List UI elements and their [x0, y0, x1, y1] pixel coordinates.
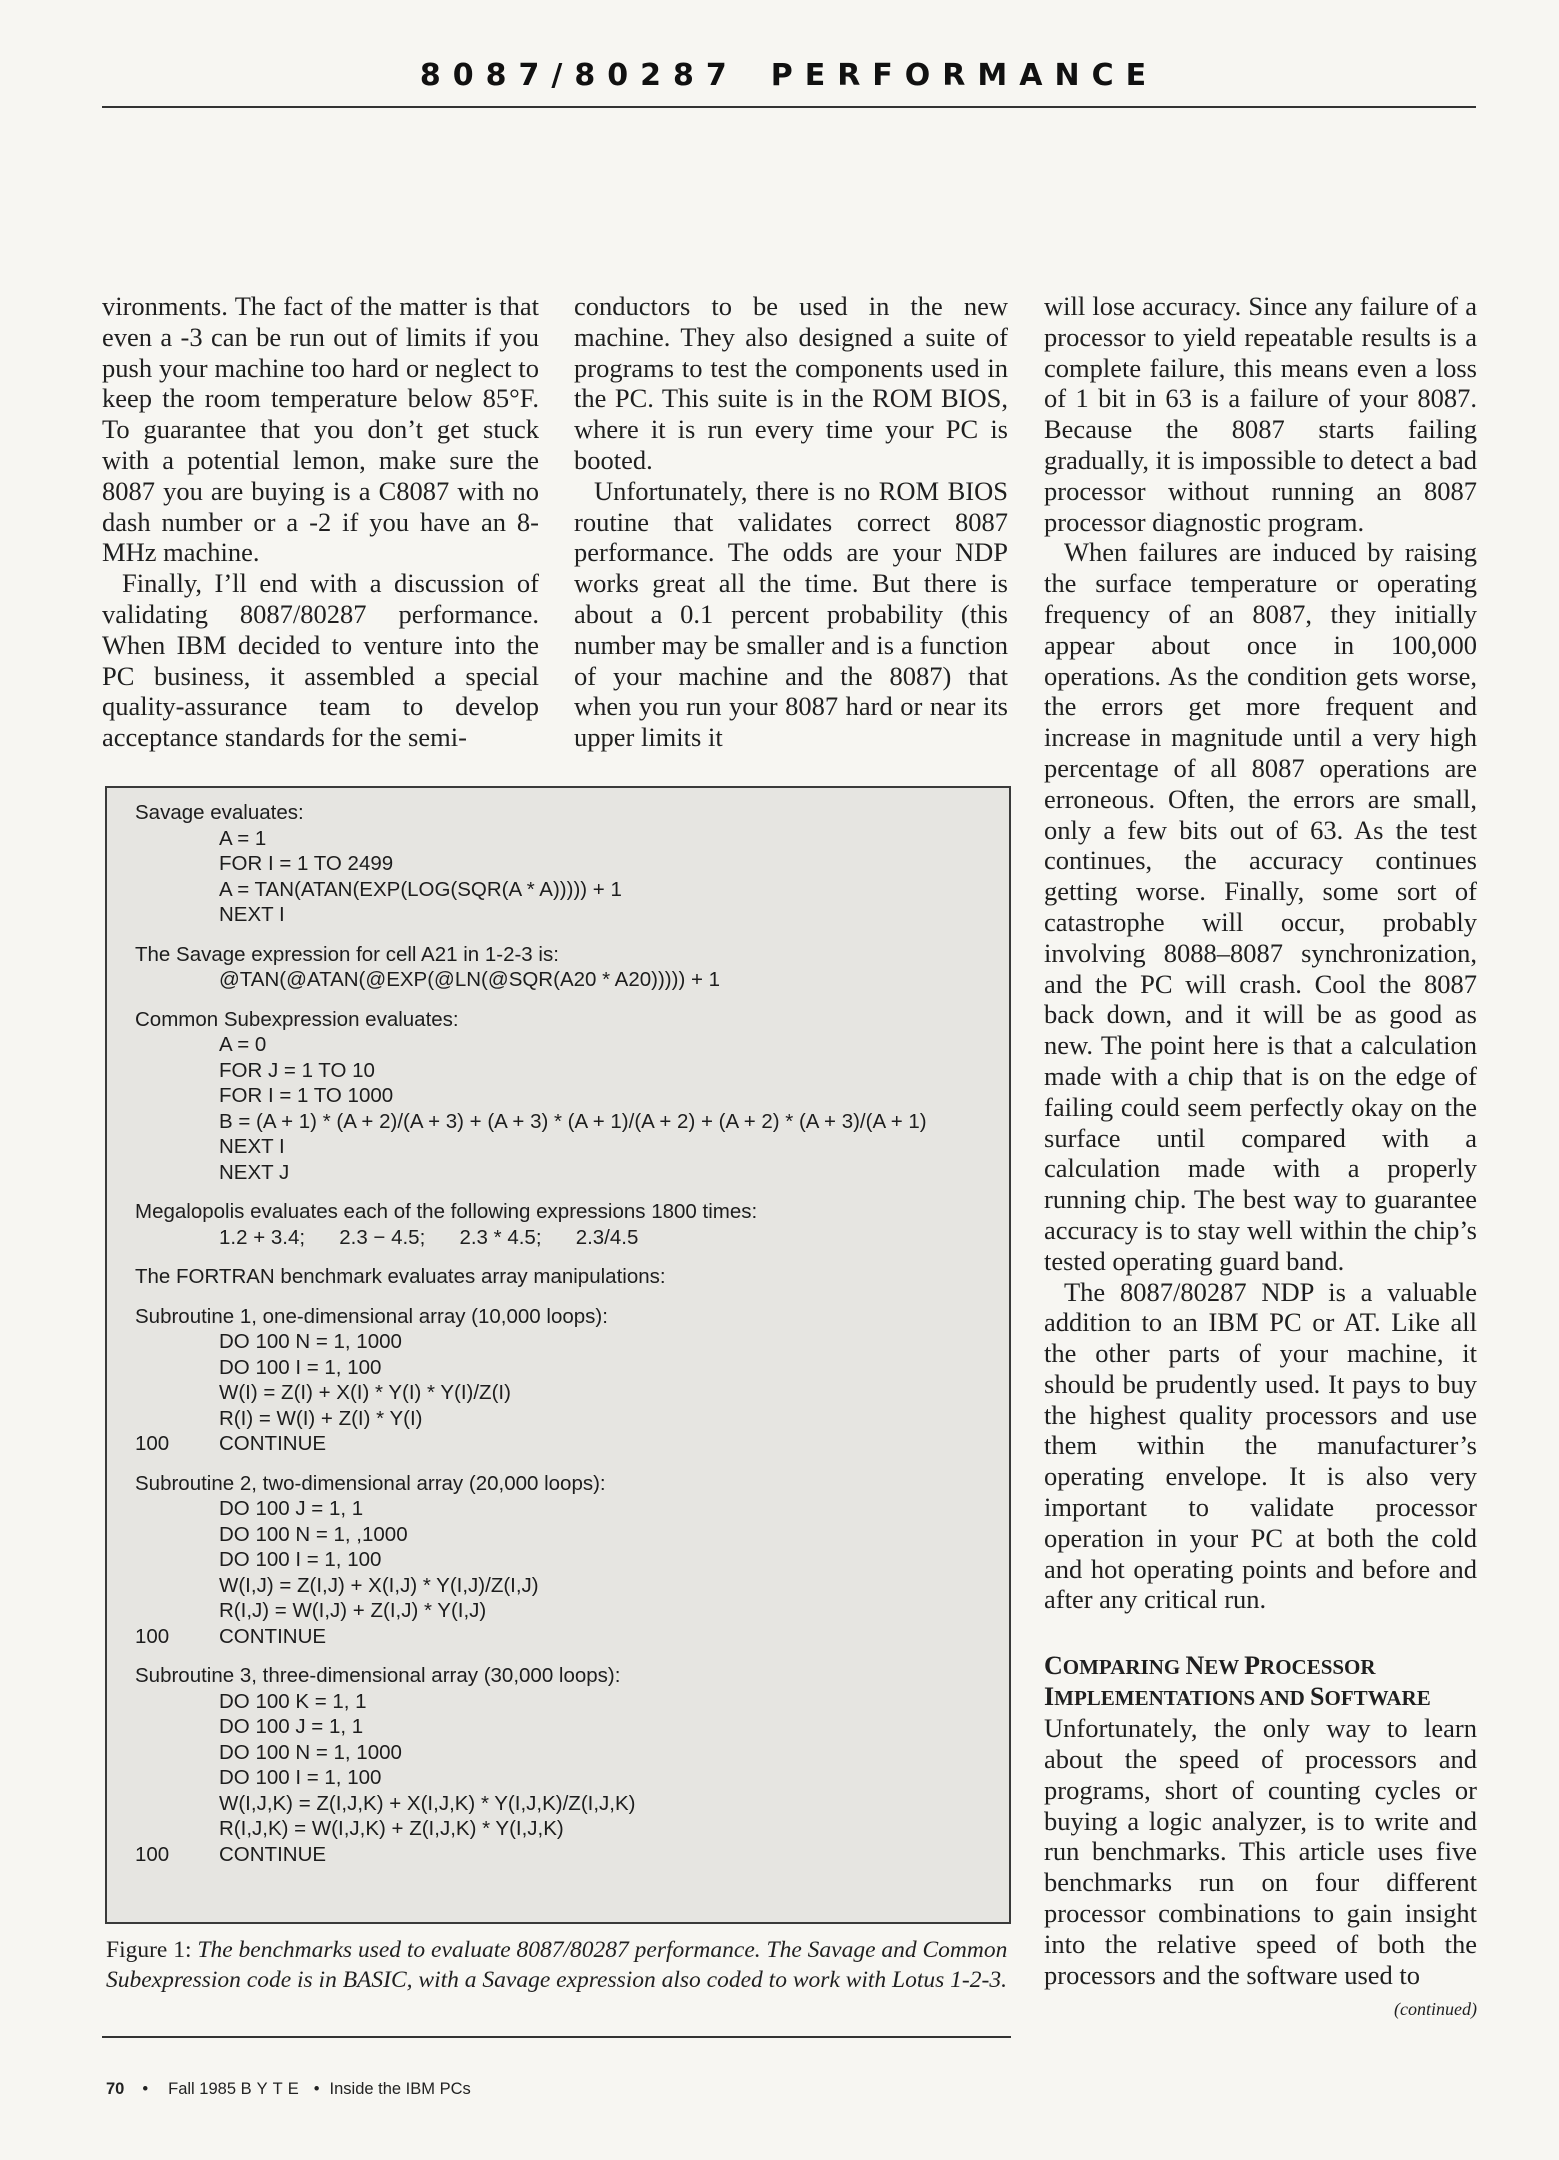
code-line	[135, 1714, 1005, 1740]
code-line	[135, 1740, 1005, 1766]
caption-text: The benchmarks used to evaluate 8087/80287 performance. The Savage and Common Subexpression code is in BASIC, with a Savage expression also coded to work with Lotus 1-2-3.	[106, 1937, 1008, 1993]
caption-rule	[102, 2036, 1011, 2038]
code-line	[135, 1791, 1005, 1817]
code-line	[135, 1058, 1005, 1084]
code-section	[135, 1304, 1005, 1457]
code-line-text: DO 100 I = 1, 100	[219, 1355, 382, 1379]
col3-paragraph: will lose accuracy. Since any failure of a processor to yield repeatable results is a complete failure, this means even a loss of 1 bit in 63 is a failure of your 8087. Because the 8087 starts failing gradually, it is impossible to detect a bad processor without running an 8087 processor diagnostic program.	[1044, 291, 1477, 537]
code-line-text: W(I) = Z(I) + X(I) * Y(I) * Y(I)/Z(I)	[219, 1381, 511, 1404]
code-line	[135, 1225, 1005, 1251]
code-line-text: 1.2 + 3.4; 2.3 − 4.5; 2.3 * 4.5; 2.3/4.5	[219, 1225, 639, 1249]
code-line	[135, 1598, 1005, 1624]
code-section-title: Megalopolis evaluates each of the following expressions 1800 times:	[135, 1200, 758, 1223]
continued-note: (continued)	[1394, 1999, 1477, 2020]
code-line-text: NEXT I	[219, 903, 285, 926]
code-line-text: W(I,J) = Z(I,J) + X(I,J) * Y(I,J)/Z(I,J)	[219, 1573, 539, 1597]
code-line	[135, 1816, 1005, 1842]
code-line	[135, 1134, 1005, 1160]
code-line	[135, 1842, 1005, 1868]
code-section	[135, 942, 1005, 993]
code-line-text: DO 100 J = 1, 1	[219, 1715, 364, 1738]
code-line-text: DO 100 N = 1, 1000	[219, 1330, 402, 1353]
figure-caption	[106, 1935, 1011, 1995]
code-line	[135, 1624, 1005, 1650]
code-line-text: DO 100 J = 1, 1	[219, 1497, 364, 1520]
code-line-text: DO 100 K = 1, 1	[219, 1689, 367, 1713]
code-line	[135, 1329, 1005, 1355]
code-section	[135, 1199, 1005, 1250]
footer-issue: Fall 1985	[168, 2080, 237, 2098]
code-line-text: R(I) = W(I) + Z(I) * Y(I)	[219, 1406, 423, 1430]
code-line	[135, 826, 1005, 852]
code-line-text: CONTINUE	[219, 1842, 327, 1866]
code-line-text: A = 1	[219, 826, 267, 850]
col2-paragraph: Unfortunately, there is no ROM BIOS routine that validates correct 8087 performance. The odds are your NDP works great all the time. But there is about a 0.1 percent probability (this number may be smaller and is a function of your machine and the 8087) that when you run your 8087 hard or near its upper limits it	[574, 475, 1008, 753]
page-footer: 70 • Fall 1985 BYTE • Inside the IBM PCs	[106, 2080, 471, 2098]
section-heading: COMPARING NEW PROCESSOR IMPLEMENTATIONS AND SOFTWARE	[1044, 1651, 1431, 1712]
code-line	[135, 1522, 1005, 1548]
code-line-label: 100	[135, 1842, 170, 1866]
code-section-title: Common Subexpression evaluates:	[135, 1007, 459, 1031]
code-line-text: A = TAN(ATAN(EXP(LOG(SQR(A * A))))) + 1	[219, 877, 622, 901]
footer-magazine: BYTE	[240, 2080, 304, 2098]
header-rule	[102, 106, 1476, 108]
code-line-text: R(I,J) = W(I,J) + Z(I,J) * Y(I,J)	[219, 1599, 487, 1622]
code-line-text: NEXT J	[219, 1160, 290, 1184]
col1-paragraph: vironments. The fact of the matter is that even a -3 can be run out of limits if you push your machine too hard or neglect to keep the room temperature below 85°F. To guarantee that you don’t get stuck with a potential lemon, make sure the 8087 you are buying is a C8087 with no dash number or a -2 if you have an 8-MHz machine.	[102, 291, 539, 568]
col3-paragraph: Unfortunately, the only way to learn about the speed of processors and programs, short of counting cycles or buying a logic analyzer, is to write and run benchmarks. This article uses five benchmarks run on four different processor combinations to gain insight into the relative speed of both the processors and the software used to	[1044, 1713, 1477, 1990]
running-header	[102, 58, 1476, 93]
code-line	[135, 1109, 1005, 1135]
code-line-text: FOR I = 1 TO 2499	[219, 852, 394, 875]
code-line-text: FOR J = 1 TO 10	[219, 1058, 375, 1082]
code-line-text: R(I,J,K) = W(I,J,K) + Z(I,J,K) * Y(I,J,K)	[219, 1817, 564, 1840]
col3-paragraph: The 8087/80287 NDP is a valuable addition to an IBM PC or AT. Like all the other parts of your machine, it should be prudently used. It pays to buy the highest quality processors and use them within the manufacturer’s operating envelope. It is also very important to validate processor operation in your PC at both the cold and hot operating points and before and after any critical run.	[1044, 1276, 1477, 1615]
code-section	[135, 1007, 1005, 1186]
code-line-text: @TAN(@ATAN(@EXP(@LN(@SQR(A20 * A20))))) + 1	[219, 968, 721, 991]
code-line	[135, 902, 1005, 928]
code-line	[135, 1032, 1005, 1058]
code-line	[135, 1406, 1005, 1432]
code-line-label: 100	[135, 1624, 170, 1648]
code-line-text: CONTINUE	[219, 1624, 327, 1648]
code-section	[135, 1663, 1005, 1867]
header-word: PERFORMANCE	[770, 58, 1159, 93]
code-line	[135, 1083, 1005, 1109]
code-line-text: W(I,J,K) = Z(I,J,K) + X(I,J,K) * Y(I,J,K)/Z(I,J,K)	[219, 1791, 636, 1815]
code-line	[135, 877, 1005, 903]
code-line	[135, 851, 1005, 877]
code-section	[135, 1264, 1005, 1290]
code-line	[135, 1160, 1005, 1186]
code-line-text: DO 100 I = 1, 100	[219, 1766, 382, 1789]
code-section	[135, 1471, 1005, 1650]
figure-code-listing	[135, 800, 1005, 1867]
code-line-text: DO 100 N = 1, ,1000	[219, 1522, 408, 1546]
code-section-title: Subroutine 3, three-dimensional array (30,000 loops):	[135, 1664, 621, 1687]
page-number: 70	[106, 2080, 125, 2098]
column-2	[574, 291, 1008, 753]
footer-title: Inside the IBM PCs	[329, 2080, 471, 2098]
code-line-text: B = (A + 1) * (A + 2)/(A + 3) + (A + 3) * (A + 1)/(A + 2) + (A + 2) * (A + 3)/(A + 1)	[219, 1109, 927, 1133]
code-line-text: FOR I = 1 TO 1000	[219, 1084, 394, 1107]
code-line-text: CONTINUE	[219, 1432, 327, 1455]
code-line	[135, 1431, 1005, 1457]
column-3	[1044, 291, 1477, 2025]
code-line	[135, 967, 1005, 993]
code-section-title: Subroutine 2, two-dimensional array (20,000 loops):	[135, 1471, 606, 1495]
code-section-title: The FORTRAN benchmark evaluates array manipulations:	[135, 1265, 666, 1288]
col3-paragraph: When failures are induced by raising the surface temperature or operating frequency of an 8087, they initially appear about once in 100,000 operations. As the condition gets worse, the errors get more frequent and increase in magnitude until a very high percentage of all 8087 operations are erroneous. Often, the errors are small, only a few bits out of 63. As the test continues, the accuracy continues getting worse. Finally, some sort of catastrophe will occur, probably involving 8088–8087 synchronization, and the PC will crash. Cool the 8087 back down, and it will be as good as new. The point here is that a calculation made with a chip that is on the edge of failing could seem perfectly okay on the surface until compared with a calculation made with a properly running chip. The best way to guarantee accuracy is to stay well within the chip’s tested operating guard band.	[1044, 537, 1477, 1276]
col2-paragraph: conductors to be used in the new machine. They also designed a suite of programs to test the components used in the PC. This suite is in the ROM BIOS, where it is run every time your PC is booted.	[574, 291, 1008, 475]
code-section-title: Subroutine 1, one-dimensional array (10,000 loops):	[135, 1304, 608, 1328]
caption-label: Figure 1:	[106, 1937, 192, 1963]
code-line-text: A = 0	[219, 1033, 267, 1056]
code-line	[135, 1496, 1005, 1522]
code-line	[135, 1547, 1005, 1573]
code-line	[135, 1573, 1005, 1599]
header-chip: 8087/80287	[419, 58, 739, 93]
column-1	[102, 291, 539, 753]
code-line	[135, 1765, 1005, 1791]
code-line-text: DO 100 I = 1, 100	[219, 1548, 382, 1571]
code-line-text: NEXT I	[219, 1135, 285, 1158]
code-section-title: Savage evaluates:	[135, 801, 304, 824]
code-line-text: DO 100 N = 1, 1000	[219, 1740, 402, 1764]
code-line	[135, 1689, 1005, 1715]
code-line-label: 100	[135, 1432, 170, 1455]
code-section-title: The Savage expression for cell A21 in 1-2-3 is:	[135, 942, 559, 966]
code-line	[135, 1380, 1005, 1406]
col1-paragraph: Finally, I’ll end with a discussion of validating 8087/80287 performance. When IBM decided to venture into the PC business, it assembled a special quality-assurance team to develop acceptance standards for the semi-	[102, 568, 539, 753]
code-section	[135, 800, 1005, 928]
code-line	[135, 1355, 1005, 1381]
